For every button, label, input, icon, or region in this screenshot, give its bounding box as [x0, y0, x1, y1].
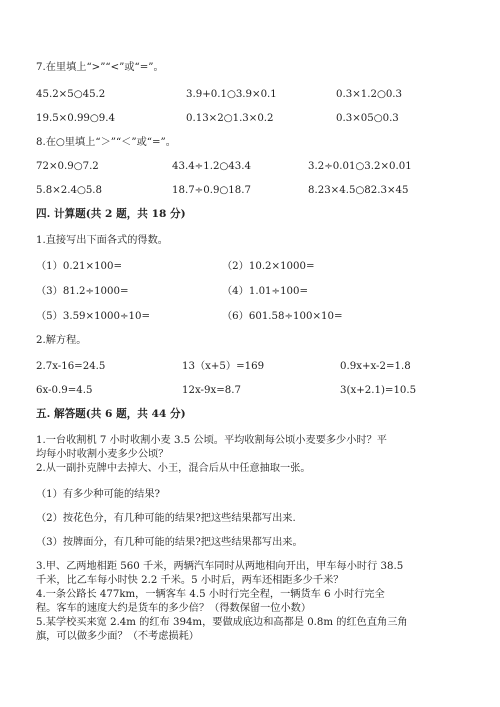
- equation-item: 12x-9x=8.7: [182, 385, 241, 396]
- q7-item: 0.13×2○1.3×0.2: [186, 113, 274, 124]
- problem-text: 4.一条公路长 477km，一辆客车 4.5 小时行完全程，一辆货车 6 小时行完全: [36, 589, 385, 600]
- question-title: 1.直接写出下面各式的得数。: [36, 235, 168, 246]
- calc-item: （2）10.2×1000=: [222, 261, 315, 272]
- equation-item: 13（x+5）=169: [182, 361, 265, 372]
- q8-item: 18.7÷0.9○18.7: [172, 185, 251, 196]
- problem-text: 程。客车的速度大约是货车的多少倍？（得数保留一位小数）: [36, 603, 312, 614]
- equation-item: 6x-0.9=4.5: [36, 385, 93, 396]
- problem-text: 2.从一副扑克牌中去掉大、小王，混合后从中任意抽取一张。: [36, 463, 311, 474]
- q7-item: 45.2×5○45.2: [36, 89, 106, 100]
- q8-item: 72×0.9○7.2: [36, 161, 99, 172]
- calc-item: （6）601.58÷100×10=: [222, 311, 343, 322]
- sub-question: （1）有多少种可能的结果?: [36, 489, 161, 500]
- q8-item: 8.23×4.5○82.3×45: [308, 185, 409, 196]
- q8-item: 5.8×2.4○5.8: [36, 185, 103, 196]
- q8-title: 8.在○里填上“＞”“＜”或“=”。: [36, 137, 176, 148]
- section-heading: 五. 解答题(共 6 题，共 44 分): [36, 408, 186, 420]
- q8-item: 3.2÷0.01○3.2×0.01: [308, 161, 412, 172]
- q7-item: 0.3×1.2○0.3: [336, 89, 403, 100]
- equation-item: 2.7x-16=24.5: [36, 361, 106, 372]
- equation-item: 0.9x+x-2=1.8: [340, 361, 411, 372]
- problem-text: 1.一台收割机 7 小时收割小麦 3.5 公顷。平均收割每公顷小麦要多少小时？平: [36, 435, 387, 446]
- q8-item: 43.4÷1.2○43.4: [172, 161, 251, 172]
- calc-item: （3）81.2÷1000=: [36, 286, 129, 297]
- problem-text: 5.某学校买来宽 2.4m 的红布 394m，要做成底边和高都是 0.8m 的红色直角三角: [36, 617, 408, 628]
- problem-text: 旗，可以做多少面？（不考虑损耗）: [36, 631, 199, 642]
- question-title: 2.解方程。: [36, 335, 87, 346]
- problem-text: 千米，比乙车每小时快 2.2 千米。5 小时后，两车还相距多少千米？: [36, 575, 344, 586]
- problem-text: 均每小时收割小麦多少公顷？: [36, 449, 169, 460]
- section-heading: 四. 计算题(共 2 题，共 18 分): [36, 208, 186, 220]
- sub-question: （3）按牌面分，有几种可能的结果?把这些结果都写出来。: [36, 537, 303, 548]
- calc-item: （1）0.21×100=: [36, 261, 123, 272]
- calc-item: （5）3.59×1000÷10=: [36, 311, 151, 322]
- q7-title: 7.在里填上“>”“<”或“=”。: [36, 62, 164, 73]
- q7-item: 3.9+0.1○3.9×0.1: [186, 89, 277, 100]
- problem-text: 3.甲、乙两地相距 560 千米，两辆汽车同时从两地相向开出，甲车每小时行 38.5: [36, 561, 404, 572]
- sub-question: （2）按花色分，有几种可能的结果?把这些结果都写出来.: [36, 513, 296, 524]
- q7-item: 19.5×0.99○9.4: [36, 113, 115, 124]
- q7-item: 0.3×05○0.3: [336, 113, 399, 124]
- equation-item: 3(x+2.1)=10.5: [340, 385, 417, 396]
- calc-item: （4）1.01÷100=: [222, 286, 309, 297]
